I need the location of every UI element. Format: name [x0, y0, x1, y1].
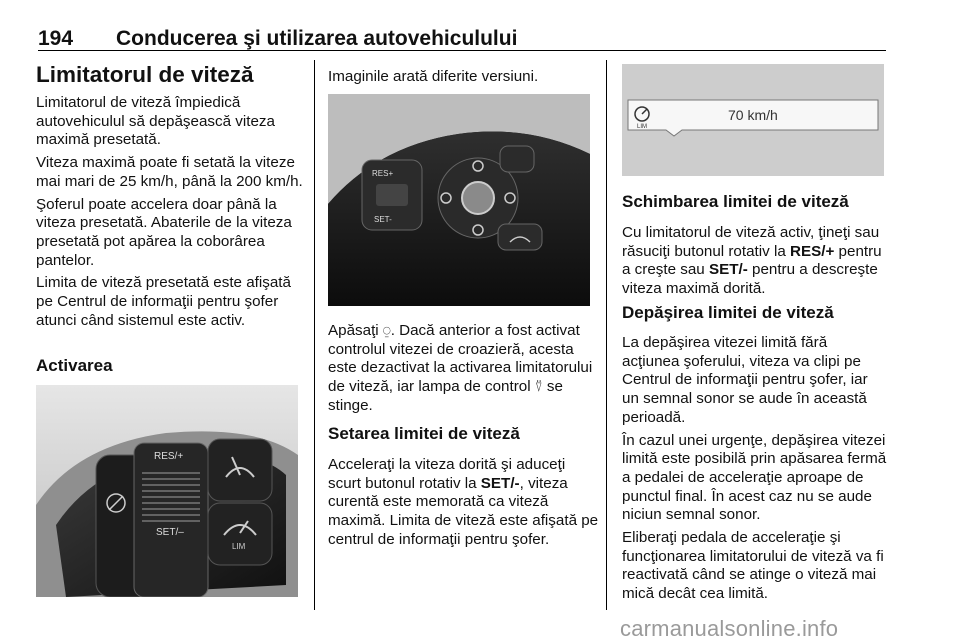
- lim-label: LIM: [637, 124, 648, 130]
- paragraph: Limita de viteză presetată este afişată pe Centrul de informaţii pentru şofer atunci când sistemul este activ.: [36, 274, 291, 329]
- column-divider-2: [606, 60, 607, 610]
- driver-info-display: [622, 64, 884, 176]
- set-label: SET/–: [156, 527, 184, 538]
- paragraph: Acceleraţi la viteza dorită şi aduceţi scurt butonul rotativ la SET/-, viteza curentă este memorată ca viteză maximă. Limita de viteză este afişată pe centrul de informaţii pentru şofer.: [328, 456, 599, 548]
- subheading-set-limit: Setarea limitei de viteză: [328, 424, 520, 443]
- set-label: SET-: [374, 215, 392, 224]
- watermark: carmanualsonline.info: [620, 616, 839, 641]
- limiter-controls-photo: [36, 385, 298, 597]
- left-text: [36, 94, 304, 330]
- section-heading: Limitatorul de viteză: [36, 62, 254, 87]
- paragraph: Eliberaţi pedala de acceleraţie şi funcţionarea limitatorului de viteză va fi reactivată când se atinge o viteză mai mică decât cea limită.: [622, 529, 884, 603]
- paragraph: Şoferul poate accelera doar până la viteza presetată. Abaterile de la viteza presetată pot apărea la coborârea pantelor.: [36, 195, 292, 269]
- exceed-text: [622, 334, 888, 604]
- display-speed: 70 km/h: [728, 107, 778, 123]
- page-header: [38, 27, 886, 49]
- speed-limiter-icon: ⍜: [382, 323, 391, 338]
- steering-controls-photo: [328, 94, 590, 306]
- change-paragraph: [622, 224, 888, 299]
- paragraph: În cazul unei urgenţe, depăşirea vitezei limită este posibilă prin apăsarea fermă a pedalei de acceleraţie aproape de punctul final. În acest caz nu se aude niciun semnal sonor.: [622, 431, 887, 524]
- set-control-ref: SET/-: [708, 261, 748, 279]
- page-number: 194: [38, 27, 74, 50]
- header-rule: [38, 50, 886, 51]
- subheading-change-limit: Schimbarea limitei de viteză: [622, 192, 849, 211]
- subheading-exceed-limit: Depăşirea limitei de viteză: [622, 303, 834, 322]
- paragraph: Limitatorul de viteză împiedică autovehiculul să depăşească viteza maximă presetată.: [36, 94, 275, 149]
- res-label: RES+: [372, 169, 394, 178]
- press-paragraph: [328, 322, 600, 416]
- lim-label: LIM: [232, 542, 246, 551]
- paragraph: Cu limitatorul de viteză activ, ţineţi sau răsuciţi butonul rotativ la RES/+ pentru a creşte sau SET/- pentru a descreşte viteza maximă dorită.: [622, 224, 882, 298]
- set-paragraph: [328, 456, 600, 550]
- subheading-activation: Activarea: [36, 356, 113, 375]
- chapter-title: Conducerea şi utilizarea autovehiculului: [116, 27, 518, 50]
- cruise-control-icon: ⍢: [534, 379, 543, 395]
- paragraph: La depăşirea vitezei limită fără acţiunea şoferului, viteza va clipi pe Centrul de informaţii pentru şofer, iar un semnal sonor se aude în această perioadă.: [622, 334, 868, 426]
- paragraph: Viteza maximă poate fi setată la viteze mai mari de 25 km/h, până la 200 km/h.: [36, 154, 303, 190]
- res-label: RES/+: [154, 451, 184, 462]
- intro-text: Imaginile arată diferite versiuni.: [328, 68, 539, 85]
- paragraph: Apăsaţi ⍜. Dacă anterior a fost activat controlul vitezei de croazieră, acesta este dezactivat la activarea limitatorului de viteză, iar lampa de control ⍢ se stinge.: [328, 322, 593, 414]
- set-control-ref: SET/-: [480, 474, 520, 492]
- res-control-ref: RES/+: [790, 242, 835, 260]
- column-divider-1: [314, 60, 315, 610]
